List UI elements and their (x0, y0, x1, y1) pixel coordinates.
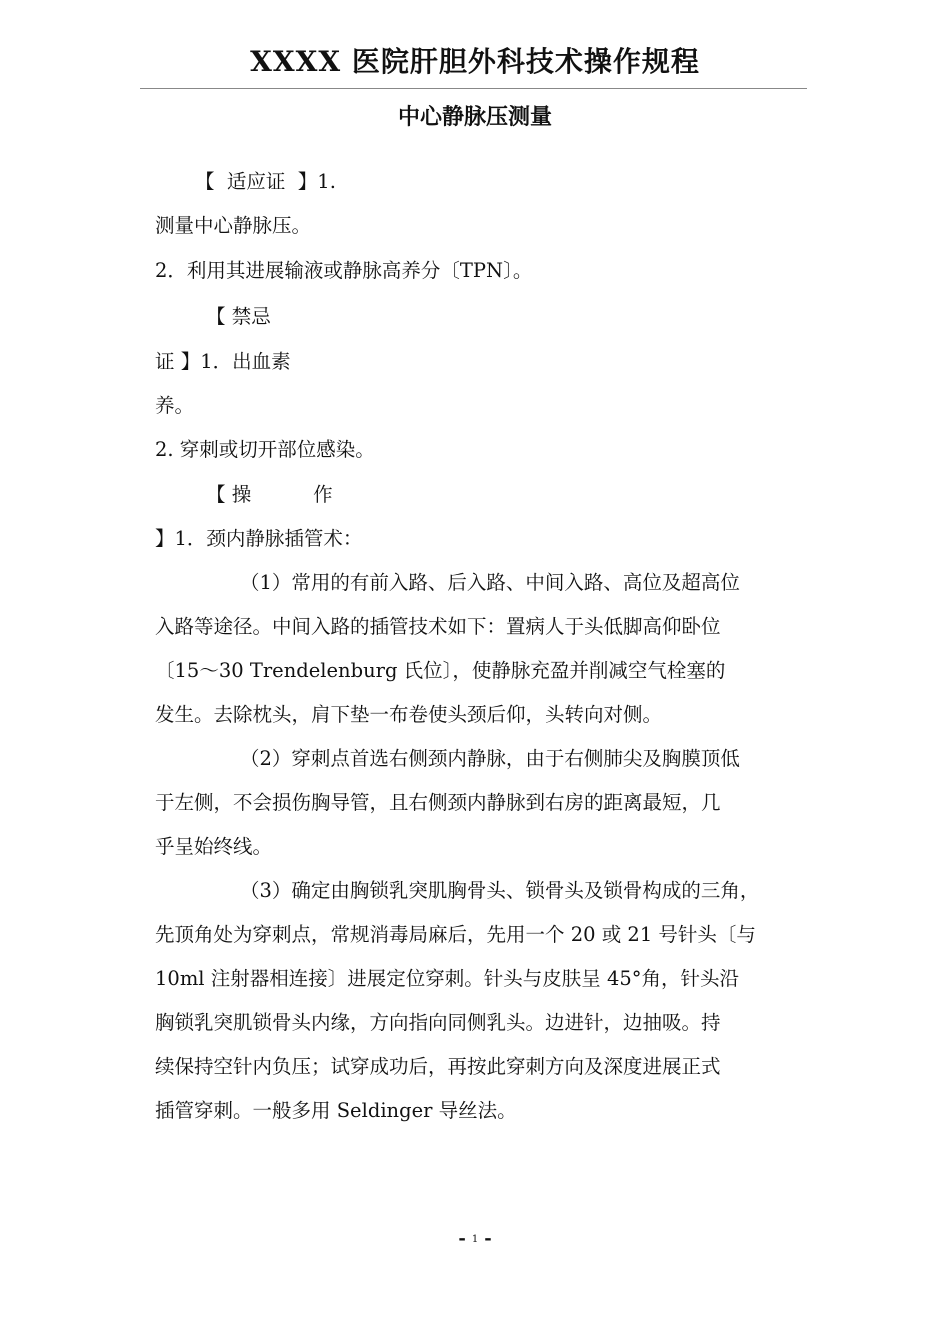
body-line: 2. 穿刺或切开部位感染。 (155, 438, 375, 461)
page-number: 1 (471, 1234, 479, 1245)
body-line: 证 】1．出血素 (155, 350, 291, 373)
body-line: 养。 (155, 394, 195, 417)
body-line: 【 适应证 】1. (195, 170, 336, 193)
body-line: 〔15～30 Trendelenburg 氏位〕，使静脉充盈并削减空气栓塞的 (155, 659, 726, 682)
body-line: 】1．颈内静脉插管术： (155, 527, 363, 550)
footer-dash-right: - (484, 1228, 492, 1249)
document-header-title: XXXX 医院肝胆外科技术操作规程 (250, 45, 700, 78)
body-line: 2．利用其进展输液或静脉高养分〔TPN〕。 (155, 259, 533, 282)
body-line: 乎呈始终线。 (155, 835, 273, 858)
body-line: 于左侧，不会损伤胸导管，且右侧颈内静脉到右房的距离最短，几 (155, 791, 721, 814)
body-line: （1）常用的有前入路、后入路、中间入路、高位及超高位 (240, 571, 740, 594)
body-line: 胸锁乳突肌锁骨头内缘，方向指向同侧乳头。边进针，边抽吸。持 (155, 1011, 721, 1034)
body-line: 测量中心静脉压。 (155, 214, 312, 237)
page-footer (0, 1228, 950, 1249)
body-line: 先顶角处为穿刺点，常规消毒局麻后，先用一个 20 或 21 号针头〔与 (155, 923, 756, 946)
header-divider (140, 88, 807, 89)
footer-dash-left: - (458, 1228, 466, 1249)
body-line: 【 禁忌 (206, 305, 271, 328)
body-line: 插管穿刺。一般多用 Seldinger 导丝法。 (155, 1099, 517, 1122)
section-title: 中心静脉压测量 (397, 104, 552, 130)
body-line: 发生。去除枕头，肩下垫一布卷使头颈后仰，头转向对侧。 (155, 703, 663, 726)
body-line: 10ml 注射器相连接〕进展定位穿刺。针头与皮肤呈 45°角，针头沿 (155, 967, 740, 990)
body-line: （2）穿刺点首选右侧颈内静脉，由于右侧肺尖及胸膜顶低 (240, 747, 740, 770)
body-line: 【 操 作 (206, 483, 333, 506)
body-line: （3）确定由胸锁乳突肌胸骨头、锁骨头及锁骨构成的三角， (240, 879, 760, 902)
body-line: 续保持空针内负压；试穿成功后，再按此穿刺方向及深度进展正式 (155, 1055, 721, 1078)
body-line: 入路等途径。中间入路的插管技术如下：置病人于头低脚高仰卧位 (155, 615, 721, 638)
